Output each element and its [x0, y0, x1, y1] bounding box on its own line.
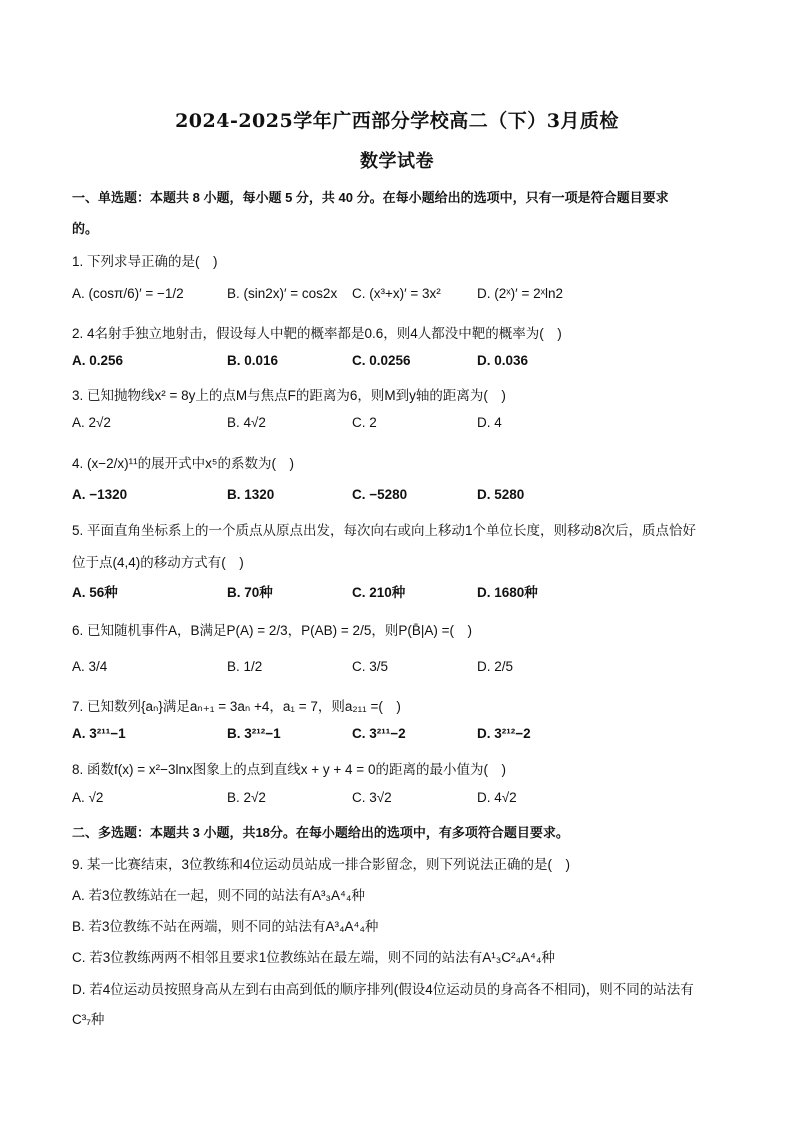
question-9-option-d: D. 若4位运动员按照身高从左到右由高到低的顺序排列(假设4位运动员的身高各不相同)，则不同的站法有: [72, 982, 694, 997]
exam-title: 2024-2025学年广西部分学校高二（下）3月质检: [175, 110, 619, 132]
option-a: A. 3²¹¹−1: [72, 726, 126, 741]
option-a: A. 0.256: [72, 353, 124, 368]
option-d: D. 5280: [477, 487, 525, 502]
option-d: D. 1680种: [477, 585, 538, 600]
option-b: B. 2√2: [227, 790, 266, 805]
question-5-options: [72, 581, 732, 601]
option-a: A. √2: [72, 790, 104, 805]
option-a: A. (cosπ/6)′ = −1/2: [72, 286, 184, 301]
section1-heading-cont: 的。: [72, 221, 99, 236]
section1-heading: 一、单选题：本题共 8 小题，每小题 5 分，共 40 分。在每小题给出的选项中，只有一项是符合题目要求: [72, 190, 669, 205]
question-9-option-d-cont: C³₇种: [72, 1012, 105, 1027]
option-c: C. 3√2: [352, 790, 392, 805]
option-b: B. 1/2: [227, 659, 263, 674]
option-b: B. 0.016: [227, 353, 279, 368]
question-2-stem: 2. 4名射手独立地射击，假设每人中靶的概率都是0.6，则4人都没中靶的概率为( ): [72, 326, 562, 341]
option-d: D. 2/5: [477, 659, 514, 674]
option-c: C. 210种: [352, 585, 406, 600]
question-7-options: [72, 726, 732, 746]
question-5-stem: 5. 平面直角坐标系上的一个质点从原点出发，每次向右或向上移动1个单位长度，则移动8次后，质点恰好: [72, 523, 697, 538]
option-b: B. 4√2: [227, 415, 266, 430]
exam-subtitle: 数学试卷: [360, 151, 434, 172]
question-3-stem: 3. 已知抛物线x² = 8y上的点M与焦点F的距离为6，则M到y轴的距离为( ): [72, 388, 506, 403]
option-c: C. 0.0256: [352, 353, 411, 368]
question-7-stem: 7. 已知数列{aₙ}满足aₙ₊₁ = 3aₙ +4，a₁ = 7，则a₂₁₁ =( ): [72, 699, 401, 714]
option-d: D. 4√2: [477, 790, 517, 805]
option-a: A. 56种: [72, 585, 118, 600]
question-9-option-c: C. 若3位教练两两不相邻且要求1位教练站在最左端，则不同的站法有A¹₃C²₄A⁴₄种: [72, 950, 555, 965]
option-c: C. −5280: [352, 487, 408, 502]
question-1-stem: 1. 下列求导正确的是( ): [72, 254, 218, 269]
option-d: D. (2ˣ)′ = 2ˣln2: [477, 286, 564, 301]
question-6-options: [72, 659, 732, 679]
option-d: D. 0.036: [477, 353, 529, 368]
option-c: C. 3²¹¹−2: [352, 726, 406, 741]
question-9-option-a: A. 若3位教练站在一起，则不同的站法有A³₃A⁴₄种: [72, 888, 365, 903]
question-9-option-b: B. 若3位教练不站在两端，则不同的站法有A³₄A⁴₄种: [72, 919, 379, 934]
option-c: C. (x³+x)′ = 3x²: [352, 286, 441, 301]
question-1-options: [72, 286, 732, 306]
question-4-stem: 4. (x−2/x)¹¹的展开式中x⁵的系数为( ): [72, 456, 294, 471]
option-d: D. 3²¹²−2: [477, 726, 531, 741]
question-2-options: [72, 353, 732, 373]
question-9-stem: 9. 某一比赛结束，3位教练和4位运动员站成一排合影留念，则下列说法正确的是( ): [72, 857, 571, 872]
question-4-options: [72, 487, 732, 507]
option-b: B. 70种: [227, 585, 273, 600]
option-a: A. −1320: [72, 487, 128, 502]
option-b: B. 3²¹²−1: [227, 726, 281, 741]
option-a: A. 3/4: [72, 659, 108, 674]
option-b: B. (sin2x)′ = cos2x: [227, 286, 338, 301]
question-6-stem: 6. 已知随机事件A，B满足P(A) = 2/3，P(AB) = 2/5，则P(B̄|A) =( ): [72, 623, 472, 638]
question-3-options: [72, 415, 732, 435]
question-8-stem: 8. 函数f(x) = x²−3lnx图象上的点到直线x + y + 4 = 0的距离的最小值为( ): [72, 762, 506, 777]
option-a: A. 2√2: [72, 415, 111, 430]
section2-heading: 二、多选题：本题共 3 小题，共18分。在每小题给出的选项中，有多项符合题目要求。: [72, 825, 569, 840]
question-8-options: [72, 790, 732, 810]
question-5-stem-cont: 位于点(4,4)的移动方式有( ): [72, 555, 244, 570]
option-c: C. 3/5: [352, 659, 389, 674]
option-c: C. 2: [352, 415, 377, 430]
option-b: B. 1320: [227, 487, 275, 502]
option-d: D. 4: [477, 415, 502, 430]
